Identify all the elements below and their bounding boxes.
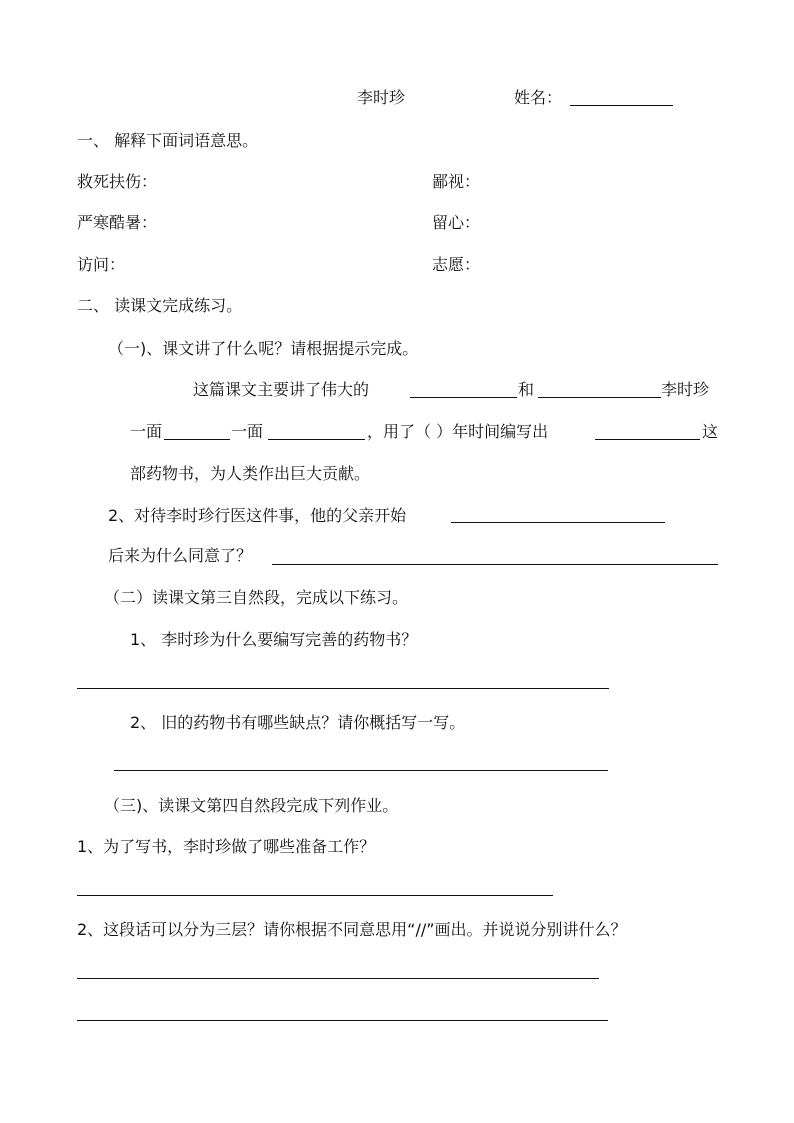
term-3: 严寒酷暑：	[77, 213, 158, 232]
summary-text-1b: 和	[518, 380, 535, 399]
agree-answer-line[interactable]	[272, 564, 718, 565]
part2-question-2: 2、 旧的药物书有哪些缺点？请你概括写一写。	[130, 713, 466, 732]
section1-heading: 一、 解释下面词语意思。	[77, 131, 259, 150]
part2-question-1: 1、 李时珍为什么要编写完善的药物书？	[130, 630, 418, 649]
blank-4[interactable]	[268, 439, 365, 440]
part3-answer-line-2[interactable]	[77, 978, 599, 979]
agree-question: 后来为什么同意了？	[108, 546, 253, 565]
summary-text-1a: 这篇课文主要讲了伟大的	[193, 380, 370, 399]
part3-question-2: 2、这段话可以分为三层？请你根据不同意思用“//”画出。并说说分别讲什么？	[77, 920, 627, 939]
father-answer-line[interactable]	[451, 522, 665, 523]
name-label: 姓名：	[514, 88, 563, 107]
summary-text-1c: 李时珍	[661, 380, 710, 399]
summary-text-2a: 一面	[130, 422, 163, 441]
term-6: 志愿：	[432, 255, 481, 274]
blank-3[interactable]	[164, 439, 230, 440]
part3-heading: （三)、读课文第四自然段完成下列作业。	[104, 796, 399, 815]
part3-answer-line-1[interactable]	[77, 895, 553, 896]
summary-text-2c: ，用了（ ）年时间编写出	[367, 422, 549, 441]
name-blank-line[interactable]	[570, 105, 673, 106]
part2-answer-line-2[interactable]	[114, 770, 608, 771]
term-2: 鄙视：	[432, 172, 481, 191]
page-title: 李时珍	[357, 88, 406, 107]
term-1: 救死扶伤：	[77, 172, 158, 191]
father-question: 2、对待李时珍行医这件事，他的父亲开始	[108, 506, 407, 525]
blank-1[interactable]	[410, 397, 517, 398]
summary-text-2b: 一面	[231, 422, 264, 441]
blank-2[interactable]	[538, 397, 661, 398]
blank-5[interactable]	[595, 439, 700, 440]
summary-text-3: 部药物书，为人类作出巨大贡献。	[130, 464, 371, 483]
part2-heading: （二）读课文第三自然段，完成以下练习。	[104, 588, 409, 607]
section2-heading: 二、 读课文完成练习。	[77, 296, 243, 315]
term-4: 留心：	[432, 213, 481, 232]
term-5: 访问：	[77, 255, 126, 274]
summary-text-2d: 这	[702, 422, 719, 441]
part1-heading: （一)、课文讲了什么呢？请根据提示完成。	[108, 339, 419, 358]
part3-answer-line-3[interactable]	[77, 1020, 608, 1021]
part2-answer-line-1[interactable]	[77, 688, 609, 689]
part3-question-1: 1、为了写书，李时珍做了哪些准备工作？	[77, 837, 376, 856]
